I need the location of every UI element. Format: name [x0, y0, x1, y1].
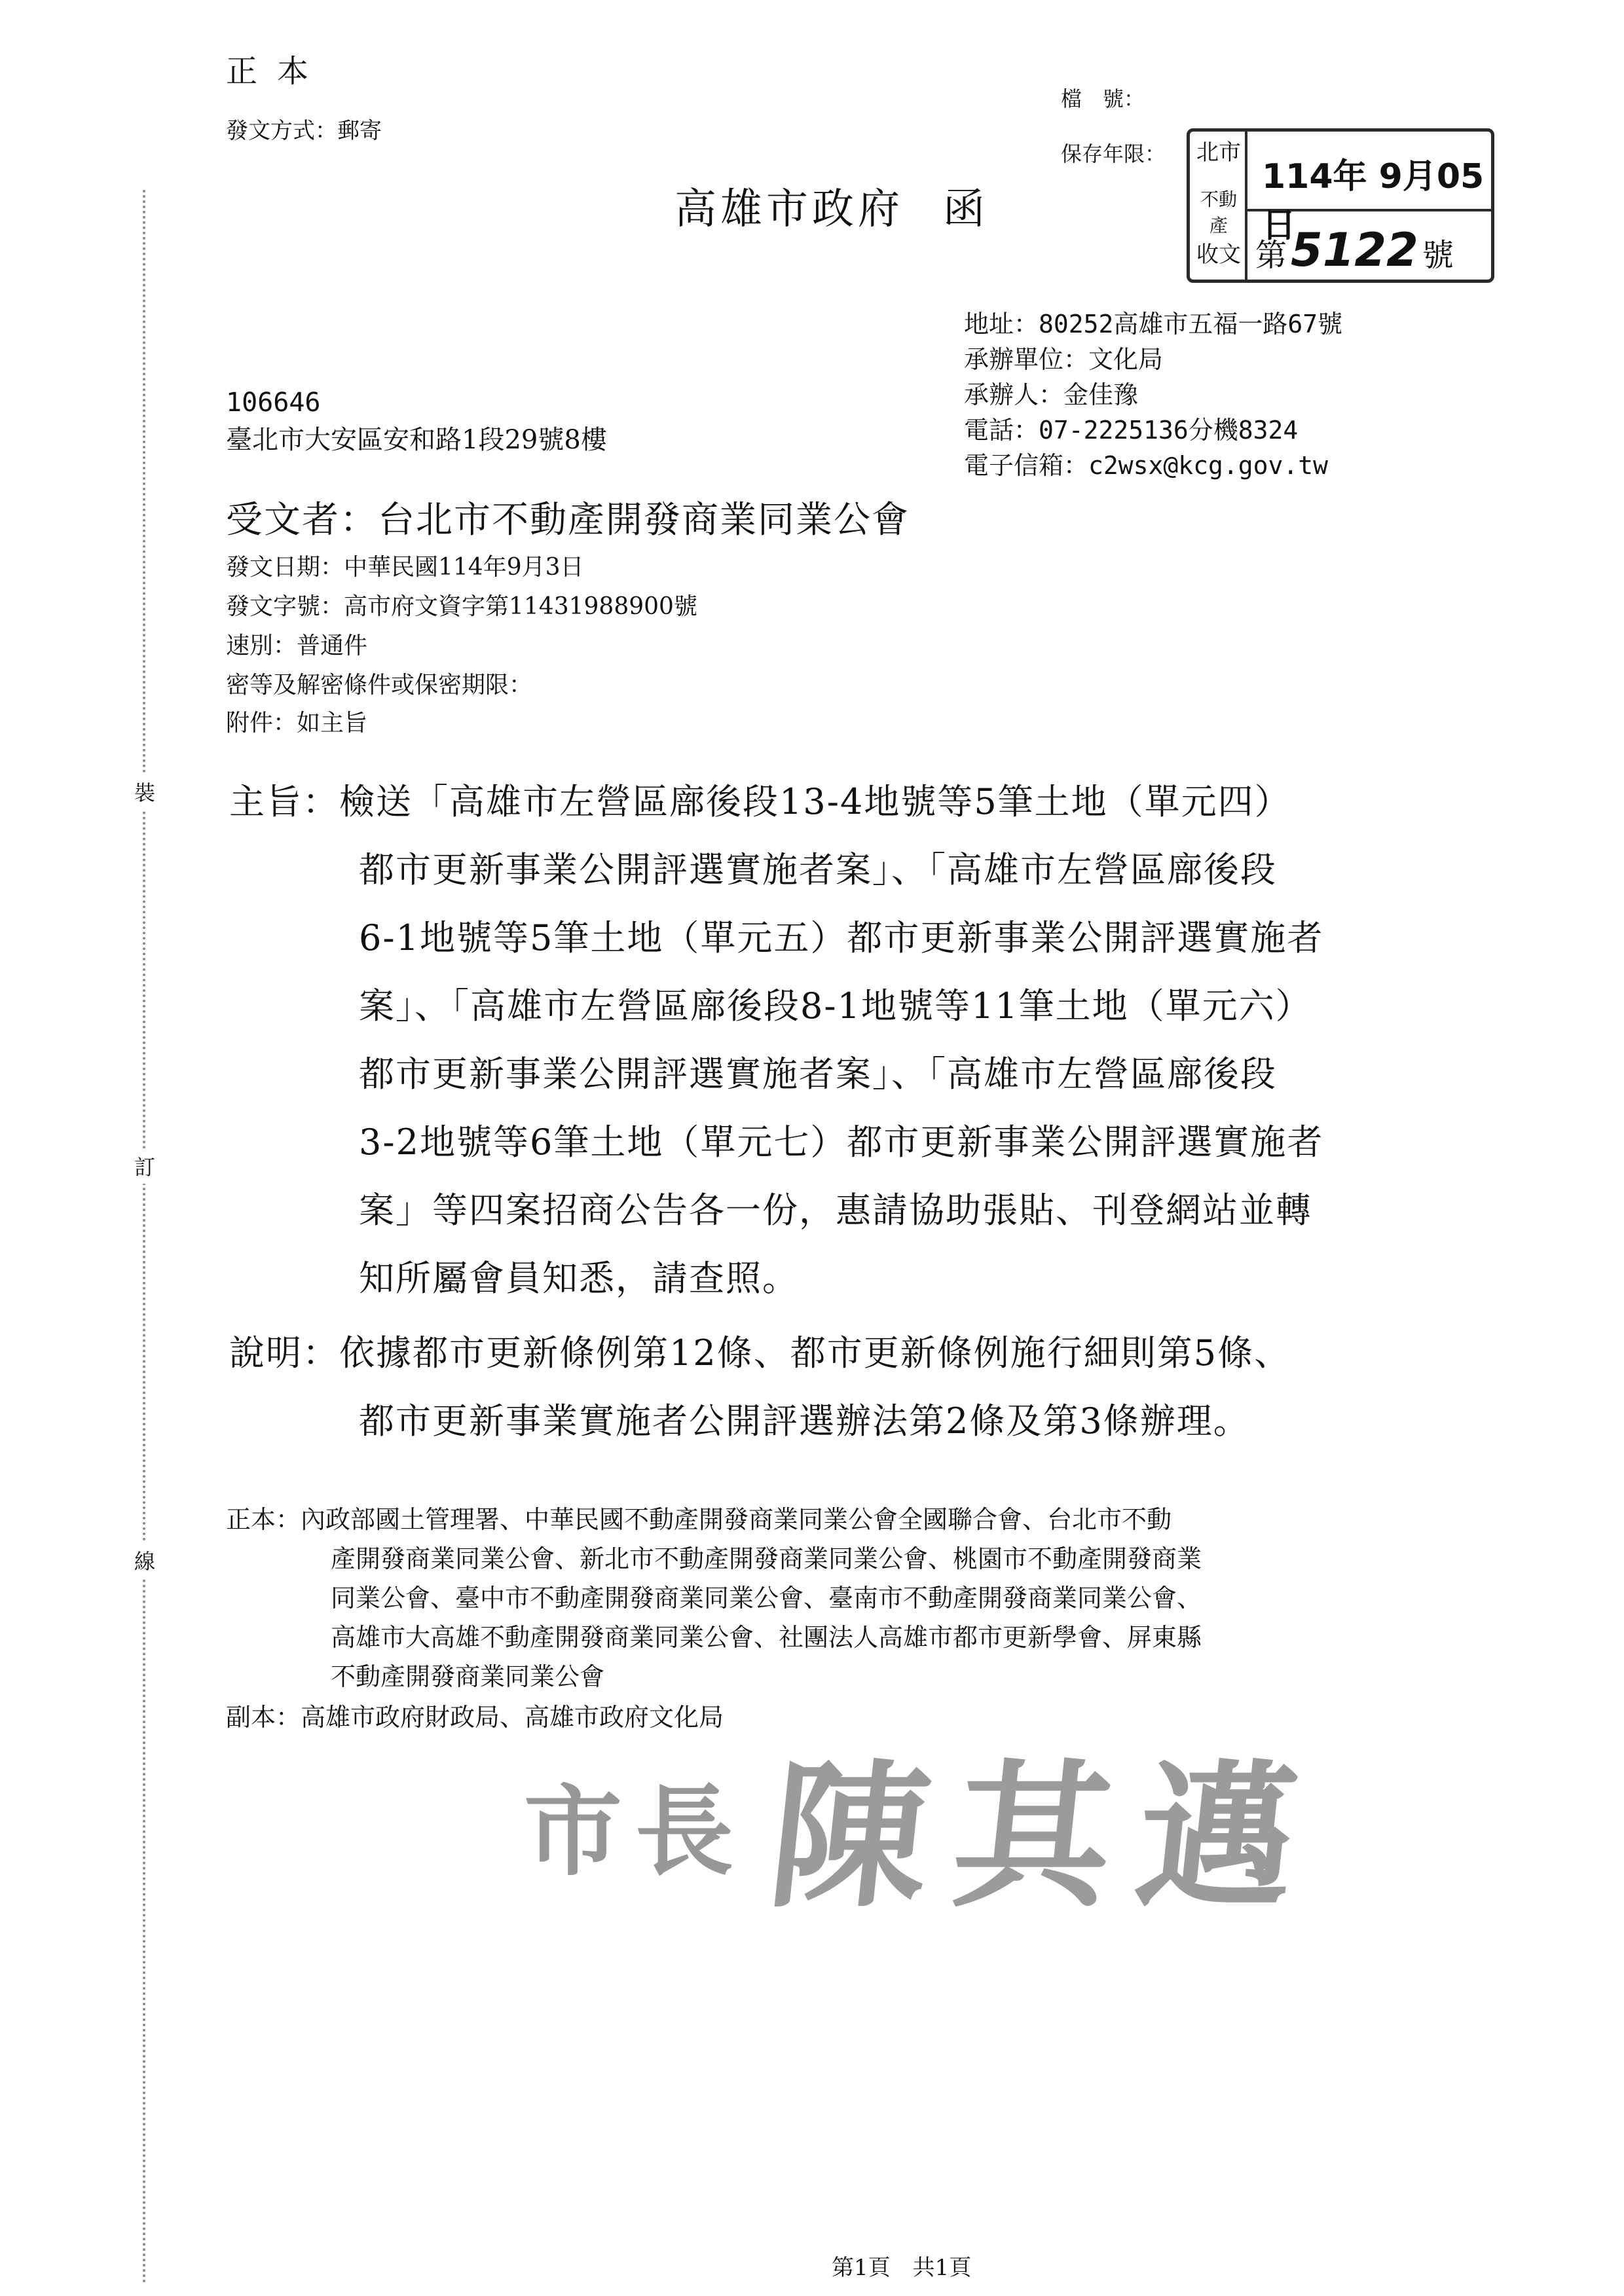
distribution-original-line: 同業公會、臺中市不動產開發商業同業公會、臺南市不動產開發商業同業公會、 — [331, 1584, 1202, 1613]
office-handler: 承辦人：金佳豫 — [964, 380, 1139, 409]
recipient: 受文者：台北市不動產開發商業同業公會 — [226, 499, 910, 541]
stamp-number-value: 5122 — [1291, 223, 1418, 277]
subject-line: 主旨：檢送「高雄市左營區廍後段13-4地號等5筆土地（單元四） — [229, 781, 1291, 822]
retention-label: 保存年限： — [1061, 141, 1166, 166]
document-title — [674, 175, 989, 236]
send-method: 發文方式：郵寄 — [226, 118, 382, 144]
mayor-signature-seal — [524, 1715, 1506, 1931]
reference-number: 發文字號：高市府文資字第11431988900號 — [226, 593, 697, 620]
stamp-number-suffix: 號 — [1422, 237, 1454, 274]
stamp-number — [1255, 223, 1454, 277]
stamp-label-column — [1190, 132, 1247, 280]
delivery-speed: 速別：普通件 — [226, 632, 368, 659]
mailing-address: 臺北市大安區安和路1段29號8樓 — [226, 425, 607, 455]
title-org: 高雄市政府 — [674, 185, 904, 234]
mailing-zip: 106646 — [226, 388, 321, 418]
office-phone: 電話：07-2225136分機8324 — [964, 416, 1299, 445]
explanation-line: 說明：依據都市更新條例第12條、都市更新條例施行細則第5條、 — [229, 1332, 1291, 1374]
subject-line: 案」、「高雄市左營區廍後段8-1地號等11筆土地（單元六） — [359, 985, 1312, 1027]
binding-mark-zhuang: 裝 — [134, 774, 155, 809]
distribution-original-line: 高雄市大高雄不動產開發商業同業公會、社團法人高雄市都市更新學會、屏東縣 — [331, 1623, 1202, 1652]
stamp-date: 114年 9月05日 — [1262, 157, 1485, 246]
subject-line: 都市更新事業公開評選實施者案」、「高雄市左營區廍後段 — [359, 849, 1277, 890]
receipt-stamp — [1187, 128, 1494, 283]
subject-line: 知所屬會員知悉，請查照。 — [359, 1258, 799, 1299]
issue-date: 發文日期：中華民國114年9月3日 — [226, 554, 584, 581]
page-number: 第1頁 共1頁 — [832, 2255, 972, 2281]
attachment: 附件：如主旨 — [226, 710, 368, 737]
stamp-label-realestate: 不動產 — [1200, 189, 1237, 236]
secrecy-level: 密等及解密條件或保密期限： — [226, 672, 533, 699]
file-number-label: 檔 號： — [1061, 86, 1145, 111]
stamp-label-received: 收文 — [1196, 242, 1241, 268]
distribution-original-line: 正本：內政部國土管理署、中華民國不動產開發商業同業公會全國聯合會、台北市不動 — [226, 1505, 1172, 1534]
subject-line: 3-2地號等6筆土地（單元七）都市更新事業公開評選實施者 — [359, 1121, 1324, 1163]
copy-type: 正本 — [226, 53, 329, 90]
subject-line: 6-1地號等5筆土地（單元五）都市更新事業公開評選實施者 — [359, 917, 1324, 958]
subject-line: 案」等四案招商公告各一份，惠請協助張貼、刊登網站並轉 — [359, 1190, 1312, 1231]
distribution-original-line: 產開發商業同業公會、新北市不動產開發商業同業公會、桃園市不動產開發商業 — [331, 1544, 1202, 1573]
binding-mark-xian: 線 — [134, 1542, 155, 1578]
subject-line: 都市更新事業公開評選實施者案」、「高雄市左營區廍後段 — [359, 1053, 1277, 1095]
distribution-copy: 副本：高雄市政府財政局、高雄市政府文化局 — [226, 1703, 724, 1732]
title-doc-type: 函 — [943, 185, 989, 234]
signature-title: 市長 — [524, 1774, 747, 1889]
distribution-original-line: 不動產開發商業同業公會 — [331, 1662, 605, 1691]
office-address: 地址：80252高雄市五福一路67號 — [964, 310, 1343, 338]
explanation-line: 都市更新事業實施者公開評選辦法第2條及第3條辦理。 — [359, 1400, 1250, 1442]
binding-mark-ding: 訂 — [134, 1148, 155, 1184]
stamp-number-prefix: 第 — [1255, 237, 1287, 274]
signature-name: 陳其邁 — [762, 1743, 1331, 1929]
binding-line — [143, 190, 145, 2285]
office-unit: 承辦單位：文化局 — [964, 345, 1164, 374]
office-email: 電子信箱：c2wsx@kcg.gov.tw — [964, 451, 1329, 480]
stamp-label-city: 北市 — [1196, 139, 1241, 166]
